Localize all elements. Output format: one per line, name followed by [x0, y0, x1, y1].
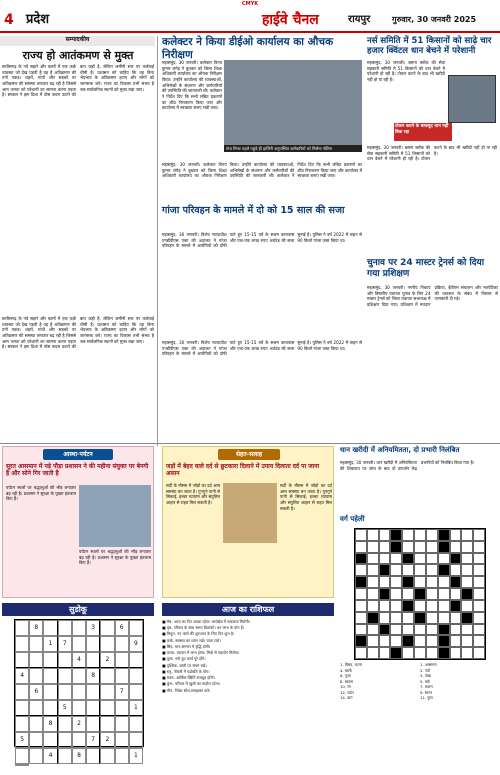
- health-body: सर्दी के मौसम में जोड़ों का दर्द आम समस्या बन जाता है। गुनगुने पानी से सिकाई, हल्का व्यायाम और संतुलित आहार से राहत मिल सकती है।: [166, 483, 220, 506]
- sudoku-cell: [58, 732, 72, 748]
- farmer-headline: धान खरीदी में अनियमितता, दो प्रभारी निलंबित: [340, 446, 460, 454]
- crossword-clue: 14. बाग: [340, 695, 353, 700]
- crossword-clue: 2. नदी: [420, 667, 430, 673]
- sudoku-cell: [29, 732, 43, 748]
- crossword-cell: [426, 541, 438, 553]
- sudoku-cell: [15, 652, 29, 668]
- sudoku-cell: [72, 636, 86, 652]
- crossword-cell: [367, 541, 379, 553]
- crossword-cell: [390, 588, 402, 600]
- crossword-cell: [390, 529, 402, 541]
- sudoku-cell: [100, 636, 114, 652]
- sudoku-cell: [58, 668, 72, 684]
- crossword-clue: 6. पूजा: [340, 673, 351, 678]
- crossword-cell: [390, 564, 402, 576]
- crossword-across-clues: [340, 662, 418, 774]
- crossword-cell: [473, 553, 485, 565]
- crossword-cell: [426, 553, 438, 565]
- crossword-cell: [355, 541, 367, 553]
- crossword-cell: [402, 588, 414, 600]
- sudoku-cell: [115, 716, 129, 732]
- health-headline: जड़ों में बेहद वाले दर्द से छुटकारा दिलाने में उपाय दिलाता दर्द पा जाना असान: [166, 463, 320, 478]
- sudoku-cell: [115, 668, 129, 684]
- sudoku-cell: [58, 620, 72, 636]
- section-rule: [0, 443, 500, 444]
- sudoku-cell: [129, 620, 143, 636]
- crossword-cell: [379, 576, 391, 588]
- lead-photo-caption: पांच मिनट पहले पहुंचे ही हाजिरी अनुपस्थित कर्मचारियों को मिलेगा नोटिस: [224, 145, 362, 152]
- issue-date: गुरुवार, 30 जनवरी 2025: [392, 15, 477, 24]
- crossword-cell: [438, 624, 450, 636]
- crossword-clue: 5. बर्फ: [420, 678, 430, 684]
- sudoku-cell: [72, 700, 86, 716]
- crossword-cell: [402, 624, 414, 636]
- sudoku-cell: [43, 684, 57, 700]
- sudoku-cell: 2: [72, 716, 86, 732]
- crossword-cell: [379, 588, 391, 600]
- crossword-cell: [390, 612, 402, 624]
- crossword-cell: [473, 612, 485, 624]
- crossword-cell: [438, 635, 450, 647]
- crossword-cell: [355, 564, 367, 576]
- sudoku-cell: [86, 684, 100, 700]
- crossword-cell: [367, 576, 379, 588]
- sudoku-cell: [29, 700, 43, 716]
- sudoku-cell: 8: [72, 748, 86, 764]
- sudoku-cell: 7: [86, 732, 100, 748]
- adventure-body-continued: पर्यटन स्थलों पर श्रद्धालुओं की भीड़ लगातार बढ़ रही है। प्रशासन ने सुरक्षा के पुख्ता इंतजाम किए हैं।: [79, 549, 151, 566]
- sudoku-cell: [29, 636, 43, 652]
- sudoku-cell: 7: [115, 684, 129, 700]
- sudoku-cell: [100, 620, 114, 636]
- sudoku-cell: [72, 684, 86, 700]
- crossword-cell: [355, 529, 367, 541]
- sudoku-cell: [100, 700, 114, 716]
- crossword-cell: [473, 529, 485, 541]
- crossword-cell: [367, 612, 379, 624]
- crossword-cell: [450, 647, 462, 659]
- crossword-cell: [450, 553, 462, 565]
- crossword-cell: [473, 647, 485, 659]
- health-box: [162, 446, 334, 598]
- crossword-cell: [402, 564, 414, 576]
- horoscope-item: ■ तुला- रुके हुए कार्य पूरे होंगे।: [162, 656, 206, 662]
- crossword-clue: 12. पर्वत: [340, 689, 354, 695]
- side-quote: टोकन कटने के बावजूद धान नहीं बिक रहा: [394, 123, 452, 141]
- crossword-cell: [390, 624, 402, 636]
- sudoku-cell: 5: [15, 732, 29, 748]
- crossword-cell: [473, 624, 485, 636]
- crossword-cell: [414, 564, 426, 576]
- crossword-grid: [354, 528, 486, 660]
- horoscope-item: ■ कर्क- स्वास्थ्य का ध्यान रखें। यात्रा टालें।: [162, 637, 221, 643]
- crossword-cell: [367, 635, 379, 647]
- city-name: रायपुर: [348, 14, 371, 25]
- sudoku-cell: [43, 668, 57, 684]
- sudoku-cell: [15, 764, 29, 766]
- crossword-cell: [426, 612, 438, 624]
- crossword-cell: [461, 576, 473, 588]
- sudoku-cell: 5: [58, 700, 72, 716]
- crossword-cell: [367, 564, 379, 576]
- adventure-photo: [79, 485, 151, 547]
- crossword-cell: [402, 553, 414, 565]
- crossword-clue: 11. पुष्प: [420, 695, 433, 700]
- adventure-body: पर्यटन स्थलों पर श्रद्धालुओं की भीड़ लगातार बढ़ रही है। प्रशासन ने सुरक्षा के पुख्ता इंतजाम किए हैं।: [6, 485, 76, 502]
- sudoku-cell: [29, 668, 43, 684]
- crossword-cell: [426, 624, 438, 636]
- crossword-cell: [355, 576, 367, 588]
- editorial-header: सम्पादकीय: [0, 36, 155, 46]
- crossword-clue: 1. विषय, घटना: [340, 662, 362, 667]
- horoscope-title: आज का राशिफल: [162, 603, 334, 616]
- sudoku-cell: [72, 620, 86, 636]
- crossword-cell: [390, 541, 402, 553]
- crossword-cell: [461, 541, 473, 553]
- sudoku-cell: 4: [15, 668, 29, 684]
- sudoku-cell: 1: [129, 700, 143, 716]
- adventure-headline: सूरत आसमान में पड़े पौड़ा प्रशासन ने की महीना संयुक्त पर बेनगी है और सोने गिर जाती है: [6, 463, 149, 478]
- lead-headline: कलेक्टर ने किया डीईओ कार्यालय का औचक निरीक्षण: [162, 36, 334, 61]
- crossword-cell: [355, 588, 367, 600]
- sudoku-cell: [15, 684, 29, 700]
- horoscope-item: ■ धनु- नौकरी में पदोन्नति के योग।: [162, 668, 210, 674]
- crossword-cell: [426, 529, 438, 541]
- sudoku-title: सुडोकू: [2, 603, 154, 616]
- crossword-cell: [402, 600, 414, 612]
- crossword-cell: [367, 529, 379, 541]
- crossword-cell: [438, 553, 450, 565]
- crossword-cell: [438, 576, 450, 588]
- crossword-cell: [355, 647, 367, 659]
- lead-body: महासमुंद, 30 जनवरी। कलेक्टर विनय कुमार लंगेह ने बुधवार को जिला शिक्षा अधिकारी कार्यालय का औचक निरीक्षण किया। उन्होंने कार्यालय की व्यवस्थाओं, अभिलेखों के संधारण और कर्मचारियों की उपस्थिति की जानकारी ली। कलेक्टर ने निर्देश दिए कि सभी लंबित प्रकरणों का शीघ्र निराकरण किया जाए और कार्यालय में स्वच्छता बनाए रखी जाए।: [162, 60, 222, 111]
- sudoku-cell: [100, 684, 114, 700]
- crossword-cell: [379, 600, 391, 612]
- sudoku-cell: 8: [29, 620, 43, 636]
- ganja-body: महासमुंद, 30 जनवरी। विशेष न्यायाधीश एनडीपीएस एक्ट की अदालत ने गांजा परिवहन के मामले में आरोपियों को दोषी पाते हुए 15-15 वर्ष के सश्रम कारावास और एक-एक लाख रुपए अर्थदंड की सजा सुनाई है। पुलिस ने वर्ष 2022 में वाहन से 90 किलो गांजा जब्त किया था।: [162, 232, 362, 249]
- sudoku-cell: [72, 668, 86, 684]
- crossword-cell: [450, 529, 462, 541]
- sudoku-cell: 8: [86, 668, 100, 684]
- crossword-cell: [426, 576, 438, 588]
- crossword-cell: [402, 529, 414, 541]
- crossword-cell: [367, 647, 379, 659]
- sudoku-cell: [15, 620, 29, 636]
- health-body-continued: सर्दी के मौसम में जोड़ों का दर्द आम समस्या बन जाता है। गुनगुने पानी से सिकाई, हल्का व्यायाम और संतुलित आहार से राहत मिल सकती है।: [280, 483, 332, 511]
- sudoku-cell: [86, 636, 100, 652]
- horoscope-item: ■ मिथुन- नए कार्य की शुरुआत के लिए दिन शुभ है।: [162, 631, 235, 637]
- crossword-cell: [426, 647, 438, 659]
- sudoku-cell: 2: [100, 732, 114, 748]
- crossword-clue: 7. कलम: [420, 684, 433, 689]
- print-strip: [0, 0, 500, 9]
- crossword-cell: [355, 612, 367, 624]
- crossword-cell: [450, 624, 462, 636]
- sudoku-cell: [86, 716, 100, 732]
- crossword-cell: [390, 576, 402, 588]
- horoscope-item: ■ मेष- आज का दिन अच्छा रहेगा। कार्यक्षेत्र में सफलता मिलेगी।: [162, 619, 251, 624]
- sudoku-cell: 8: [43, 716, 57, 732]
- crossword-cell: [450, 541, 462, 553]
- crossword-cell: [438, 541, 450, 553]
- horoscope-item: ■ वृष- परिवार के साथ समय बिताएंगे। धन लाभ के योग हैं।: [162, 625, 245, 631]
- crossword-cell: [390, 553, 402, 565]
- sudoku-cell: 9: [129, 636, 143, 652]
- lead-photo: [224, 60, 362, 152]
- horoscope-item: ■ कुंभ- परिवार में खुशी का माहौल रहेगा।: [162, 681, 221, 687]
- horoscope-item: ■ मीन- निवेश सोच-समझकर करें।: [162, 687, 211, 693]
- sudoku-cell: [58, 684, 72, 700]
- crossword-cell: [414, 541, 426, 553]
- farmer-body: महासमुंद, 30 जनवरी। धान खरीदी में अनियमितता की शिकायत पर जांच के बाद दो उपार्जन केंद्र प्रभारियों को निलंबित किया गया है।: [340, 460, 475, 471]
- sudoku-cell: [100, 716, 114, 732]
- crossword-cell: [426, 564, 438, 576]
- crossword-cell: [355, 635, 367, 647]
- sudoku-cell: 4: [43, 748, 57, 764]
- sudoku-cell: [15, 748, 29, 764]
- editorial-title: राज्य हो आतंकमण से मुक्त: [22, 49, 134, 62]
- crossword-cell: [402, 612, 414, 624]
- crossword-cell: [426, 635, 438, 647]
- crossword-cell: [473, 635, 485, 647]
- sudoku-cell: [115, 636, 129, 652]
- crossword-cell: [450, 588, 462, 600]
- crossword-cell: [379, 529, 391, 541]
- sudoku-cell: 3: [86, 620, 100, 636]
- crossword-cell: [461, 553, 473, 565]
- sudoku-cell: [58, 652, 72, 668]
- sudoku-cell: [58, 716, 72, 732]
- crossword-clue: 4. बस्ती: [340, 667, 352, 673]
- crossword-cell: [355, 624, 367, 636]
- color-tag: CMYK: [241, 1, 259, 8]
- side-body: महासमुंद, 30 जनवरी। बसना ब्लॉक की सेवा सहकारी समिति में 51 किसानों को धान बेचने में परेशानी हो रही है। टोकन कटने के बाद भी खरीदी नहीं हो पा रही है।: [367, 60, 445, 83]
- crossword-clue: 10. रंग: [340, 684, 351, 689]
- sudoku-cell: [115, 652, 129, 668]
- sudoku-cell: [86, 748, 100, 764]
- crossword-cell: [379, 624, 391, 636]
- crossword-clue: 3. पंखा: [420, 673, 432, 678]
- crossword-cell: [379, 635, 391, 647]
- sudoku-cell: 4: [72, 652, 86, 668]
- sudoku-cell: [29, 748, 43, 764]
- crossword-cell: [473, 541, 485, 553]
- sudoku-cell: [58, 748, 72, 764]
- editorial-body-continued: छत्तीसगढ़ के नये सहारे और कामों में एक फ़र्क़ व्यवस्था जो देख पड़ती है वह है अतिक्रमण की तनी पकड़। शहरों, गांवों और सड़कों पर अतिक्रमण की समस्या लगातार बढ़ रही है जिससे आम जनता को परेशानी का सामना करना पड़ता है। सरकार ने इस दिशा में ठोस कदम उठाने की बात कही है, लेकिन जमीनी स्तर पर कार्रवाई धीमी है। प्रशासन को चाहिए कि वह बिना भेदभाव के अतिक्रमण हटाए और लोगों को जागरूक करे। राज्य का विकास तभी संभव है जब सार्वजनिक स्थानों को मुक्त रखा जाए।: [2, 316, 154, 350]
- side-headline: नर्स समिति में 51 किसानों को साढ़े चार हजार क्विंटल धान बेचने में परेशानी: [367, 36, 492, 57]
- crossword-cell: [438, 564, 450, 576]
- crossword-cell: [390, 600, 402, 612]
- sudoku-cell: [43, 652, 57, 668]
- health-photo: [223, 483, 277, 543]
- masthead: [0, 9, 500, 33]
- crossword-cell: [402, 647, 414, 659]
- ganja-body-continued: महासमुंद, 30 जनवरी। विशेष न्यायाधीश एनडीपीएस एक्ट की अदालत ने गांजा परिवहन के मामले में आरोपियों को दोषी पाते हुए 15-15 वर्ष के सश्रम कारावास और एक-एक लाख रुपए अर्थदंड की सजा सुनाई है। पुलिस ने वर्ष 2022 में वाहन से 90 किलो गांजा जब्त किया था।: [162, 340, 362, 357]
- crossword-cell: [473, 588, 485, 600]
- sudoku-cell: [86, 700, 100, 716]
- section-title: प्रदेश: [26, 12, 50, 28]
- crossword-title: वर्ग पहेली: [340, 515, 498, 526]
- page-number: 4: [4, 11, 14, 28]
- crossword-cell: [367, 553, 379, 565]
- crossword-clue: 1. आसमान: [420, 662, 437, 667]
- sudoku-cell: [43, 620, 57, 636]
- crossword-cell: [379, 647, 391, 659]
- crossword-cell: [450, 612, 462, 624]
- crossword-clue: 9. सागर: [420, 689, 433, 695]
- brand-name: हाईवे चैनल: [262, 12, 319, 28]
- election-body: महासमुंद, 30 जनवरी। नगरीय निकाय और त्रिस्तरीय पंचायत चुनाव के लिए 24 मास्टर ट्रेनर्स को जिला पंचायत सभाकक्ष में प्रशिक्षण दिया गया। प्रशिक्षण में मतदान प्रक्रिया, ईवीएम संचालन और मतपेटिका की व्यवस्था के संबंध में विस्तार से जानकारी दी गई।: [367, 285, 498, 308]
- sudoku-cell: 6: [115, 620, 129, 636]
- sudoku-cell: [129, 668, 143, 684]
- crossword-cell: [473, 576, 485, 588]
- sudoku-cell: 1: [129, 748, 143, 764]
- crossword-cell: [438, 529, 450, 541]
- crossword-cell: [379, 612, 391, 624]
- horoscope-item: ■ वृश्चिक- वाणी पर संयम रखें।: [162, 662, 207, 668]
- sudoku-cell: [129, 652, 143, 668]
- horoscope-list: [162, 619, 334, 774]
- crossword-clue: 8. साहस: [340, 678, 353, 684]
- ganja-headline: गांजा परिवहन के मामले में दो को 15 साल की सजा: [162, 205, 345, 216]
- crossword-cell: [426, 600, 438, 612]
- crossword-cell: [461, 624, 473, 636]
- crossword-cell: [414, 576, 426, 588]
- horoscope-item: ■ कन्या- व्यापार में लाभ होगा। मित्रों से सहयोग मिलेगा।: [162, 650, 240, 656]
- sudoku-grid: [14, 619, 144, 759]
- crossword-cell: [438, 612, 450, 624]
- crossword-cell: [379, 553, 391, 565]
- sudoku-cell: [72, 732, 86, 748]
- sudoku-cell: [15, 700, 29, 716]
- crossword-cell: [450, 564, 462, 576]
- crossword-cell: [355, 553, 367, 565]
- crossword-cell: [402, 541, 414, 553]
- crossword-cell: [461, 600, 473, 612]
- crossword-cell: [450, 600, 462, 612]
- health-section-label: सेहत-सलाह: [218, 449, 280, 460]
- sudoku-cell: [115, 732, 129, 748]
- sudoku-cell: 7: [58, 636, 72, 652]
- crossword-cell: [461, 588, 473, 600]
- sudoku-cell: [100, 668, 114, 684]
- crossword-cell: [367, 600, 379, 612]
- lead-body-continued: महासमुंद, 30 जनवरी। कलेक्टर विनय कुमार लंगेह ने बुधवार को जिला शिक्षा अधिकारी कार्यालय का औचक निरीक्षण किया। उन्होंने कार्यालय की व्यवस्थाओं, अभिलेखों के संधारण और कर्मचारियों की उपस्थिति की जानकारी ली। कलेक्टर ने निर्देश दिए कि सभी लंबित प्रकरणों का शीघ्र निराकरण किया जाए और कार्यालय में स्वच्छता बनाए रखी जाए।: [162, 162, 362, 179]
- crossword-cell: [414, 624, 426, 636]
- crossword-cell: [355, 600, 367, 612]
- sudoku-cell: [129, 732, 143, 748]
- crossword-cell: [461, 647, 473, 659]
- crossword-cell: [426, 588, 438, 600]
- crossword-cell: [461, 635, 473, 647]
- side-body-continued: महासमुंद, 30 जनवरी। बसना ब्लॉक की सेवा सहकारी समिति में 51 किसानों को धान बेचने में परेशानी हो रही है। टोकन कटने के बाद भी खरीदी नहीं हो पा रही है।: [367, 145, 497, 162]
- crossword-cell: [402, 576, 414, 588]
- sudoku-cell: [15, 636, 29, 652]
- crossword-cell: [414, 588, 426, 600]
- crossword-cell: [473, 600, 485, 612]
- crossword-cell: [438, 600, 450, 612]
- sudoku-cell: [86, 652, 100, 668]
- horoscope-item: ■ मकर- आर्थिक स्थिति मजबूत होगी।: [162, 675, 215, 681]
- sudoku-cell: [15, 716, 29, 732]
- sudoku-cell: [43, 700, 57, 716]
- crossword-cell: [379, 541, 391, 553]
- crossword-cell: [414, 612, 426, 624]
- adventure-section-label: आस्था-पर्यटन: [43, 449, 113, 460]
- crossword-cell: [461, 612, 473, 624]
- crossword-cell: [438, 647, 450, 659]
- crossword-cell: [438, 588, 450, 600]
- sudoku-cell: [115, 748, 129, 764]
- sudoku-cell: [129, 716, 143, 732]
- horoscope-item: ■ सिंह- मान-सम्मान में वृद्धि होगी।: [162, 643, 211, 649]
- election-headline: चुनाव पर 24 मास्टर ट्रेनर्स को दिया गया प्रशिक्षण: [367, 258, 485, 279]
- crossword-cell: [414, 600, 426, 612]
- sudoku-cell: 2: [100, 652, 114, 668]
- sudoku-cell: [115, 700, 129, 716]
- crossword-cell: [450, 635, 462, 647]
- crossword-cell: [414, 553, 426, 565]
- crossword-cell: [450, 576, 462, 588]
- sudoku-cell: 1: [43, 636, 57, 652]
- crossword-cell: [390, 647, 402, 659]
- crossword-cell: [414, 647, 426, 659]
- sudoku-cell: 6: [29, 684, 43, 700]
- sudoku-cell: [29, 716, 43, 732]
- crossword-cell: [473, 564, 485, 576]
- sudoku-cell: [129, 684, 143, 700]
- sudoku-cell: [29, 652, 43, 668]
- adventure-box: [2, 446, 154, 598]
- crossword-cell: [390, 635, 402, 647]
- crossword-cell: [379, 564, 391, 576]
- crossword-cell: [367, 624, 379, 636]
- crossword-cell: [461, 529, 473, 541]
- crossword-down-clues: [420, 662, 498, 774]
- crossword-cell: [402, 635, 414, 647]
- person-photo: [448, 75, 496, 123]
- editorial-body: छत्तीसगढ़ के नये सहारे और कामों में एक फ़र्क़ व्यवस्था जो देख पड़ती है वह है अतिक्रमण की तनी पकड़। शहरों, गांवों और सड़कों पर अतिक्रमण की समस्या लगातार बढ़ रही है जिससे आम जनता को परेशानी का सामना करना पड़ता है। सरकार ने इस दिशा में ठोस कदम उठाने की बात कही है, लेकिन जमीनी स्तर पर कार्रवाई धीमी है। प्रशासन को चाहिए कि वह बिना भेदभाव के अतिक्रमण हटाए और लोगों को जागरूक करे। राज्य का विकास तभी संभव है जब सार्वजनिक स्थानों को मुक्त रखा जाए।: [2, 64, 154, 98]
- sudoku-cell: [43, 732, 57, 748]
- column-divider: [157, 36, 158, 446]
- crossword-cell: [461, 564, 473, 576]
- crossword-cell: [367, 588, 379, 600]
- crossword-cell: [414, 529, 426, 541]
- crossword-cell: [414, 635, 426, 647]
- sudoku-cell: [100, 748, 114, 764]
